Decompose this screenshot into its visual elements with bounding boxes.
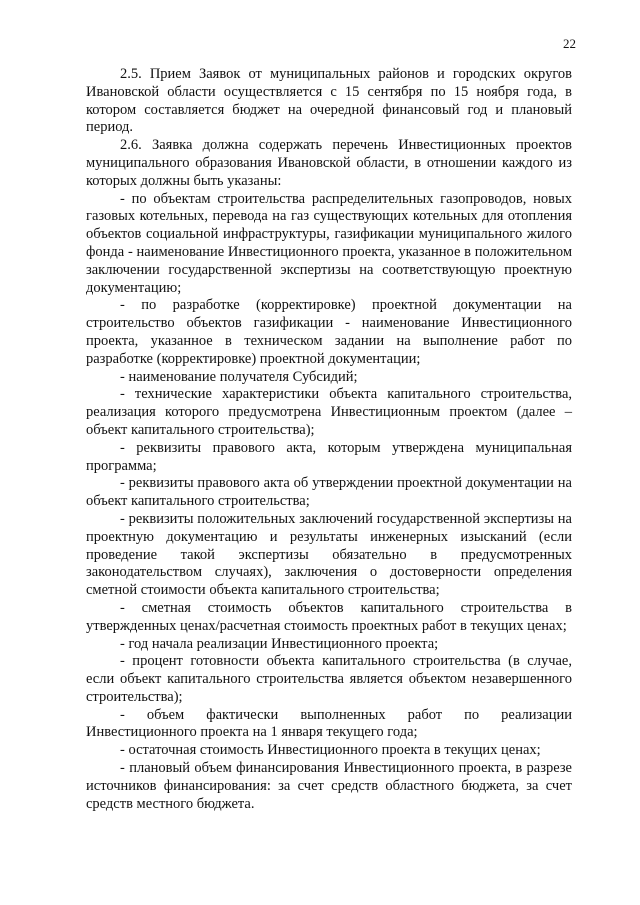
- list-item-tech-characteristics: - технические характеристики объекта капитального строительства, реализация которого предусмотрена Инвестиционным проектом (далее – объект капитального строительства);: [86, 386, 572, 438]
- list-item-approval-act: - реквизиты правового акта об утверждении проектной документации на объект капитального строительства;: [86, 475, 572, 510]
- page-number: 22: [563, 36, 576, 51]
- list-item-start-year: - год начала реализации Инвестиционного проекта;: [120, 635, 439, 652]
- list-item-readiness: - процент готовности объекта капитального строительства (в случае, если объект капитального строительства является объектом незавершенного строительства);: [86, 653, 572, 705]
- list-item-estimated-cost: - сметная стоимость объектов капитального строительства в утвержденных ценах/расчетная стоимость проектных работ в текущих ценах;: [86, 599, 572, 634]
- document-body: [86, 66, 572, 813]
- list-item-program-act: - реквизиты правового акта, которым утверждена муниципальная программа;: [86, 439, 572, 474]
- list-item-work-volume: - объем фактически выполненных работ по реализации Инвестиционного проекта на 1 января текущего года;: [86, 706, 572, 741]
- list-item-expertise: - реквизиты положительных заключений государственной экспертизы на проектную документацию и результаты инженерных изысканий (если проведение такой экспертизы обязательно в предусмотренных законодательством случаях), заключения о достоверности определения сметной стоимости объекта капитального строительства;: [86, 510, 572, 599]
- list-item-residual-cost: - остаточная стоимость Инвестиционного проекта в текущих ценах;: [120, 742, 541, 759]
- list-item-design-docs: - по разработке (корректировке) проектной документации на строительство объектов газификации - наименование Инвестиционного проекта, указанное в техническом задании на выполнение работ по разработке (корректировке) проектной документации;: [86, 297, 572, 367]
- list-item-recipient: - наименование получателя Субсидий;: [120, 368, 358, 385]
- list-item-gas-objects: - по объектам строительства распределительных газопроводов, новых газовых котельных, перевода на газ существующих котельных для отопления объектов социальной инфраструктуры, газификации муниципального жилого фонда - наименование Инвестиционного проекта, указанное в положительном заключении государственной экспертизы на соответствующую проектную документацию;: [86, 190, 572, 296]
- paragraph-2-6: 2.6. Заявка должна содержать перечень Инвестиционных проектов муниципального образования Ивановской области, в отношении каждого из которых должны быть указаны:: [86, 137, 572, 189]
- list-item-planned-funding: - плановый объем финансирования Инвестиционного проекта, в разрезе источников финансирования: за счет средств областного бюджета, за счет средств местного бюджета.: [86, 760, 572, 812]
- paragraph-2-5: 2.5. Прием Заявок от муниципальных районов и городских округов Ивановской области осуществляется с 15 сентября по 15 ноября года, в котором составляется бюджет на очередной финансовый год и плановый период.: [86, 66, 572, 136]
